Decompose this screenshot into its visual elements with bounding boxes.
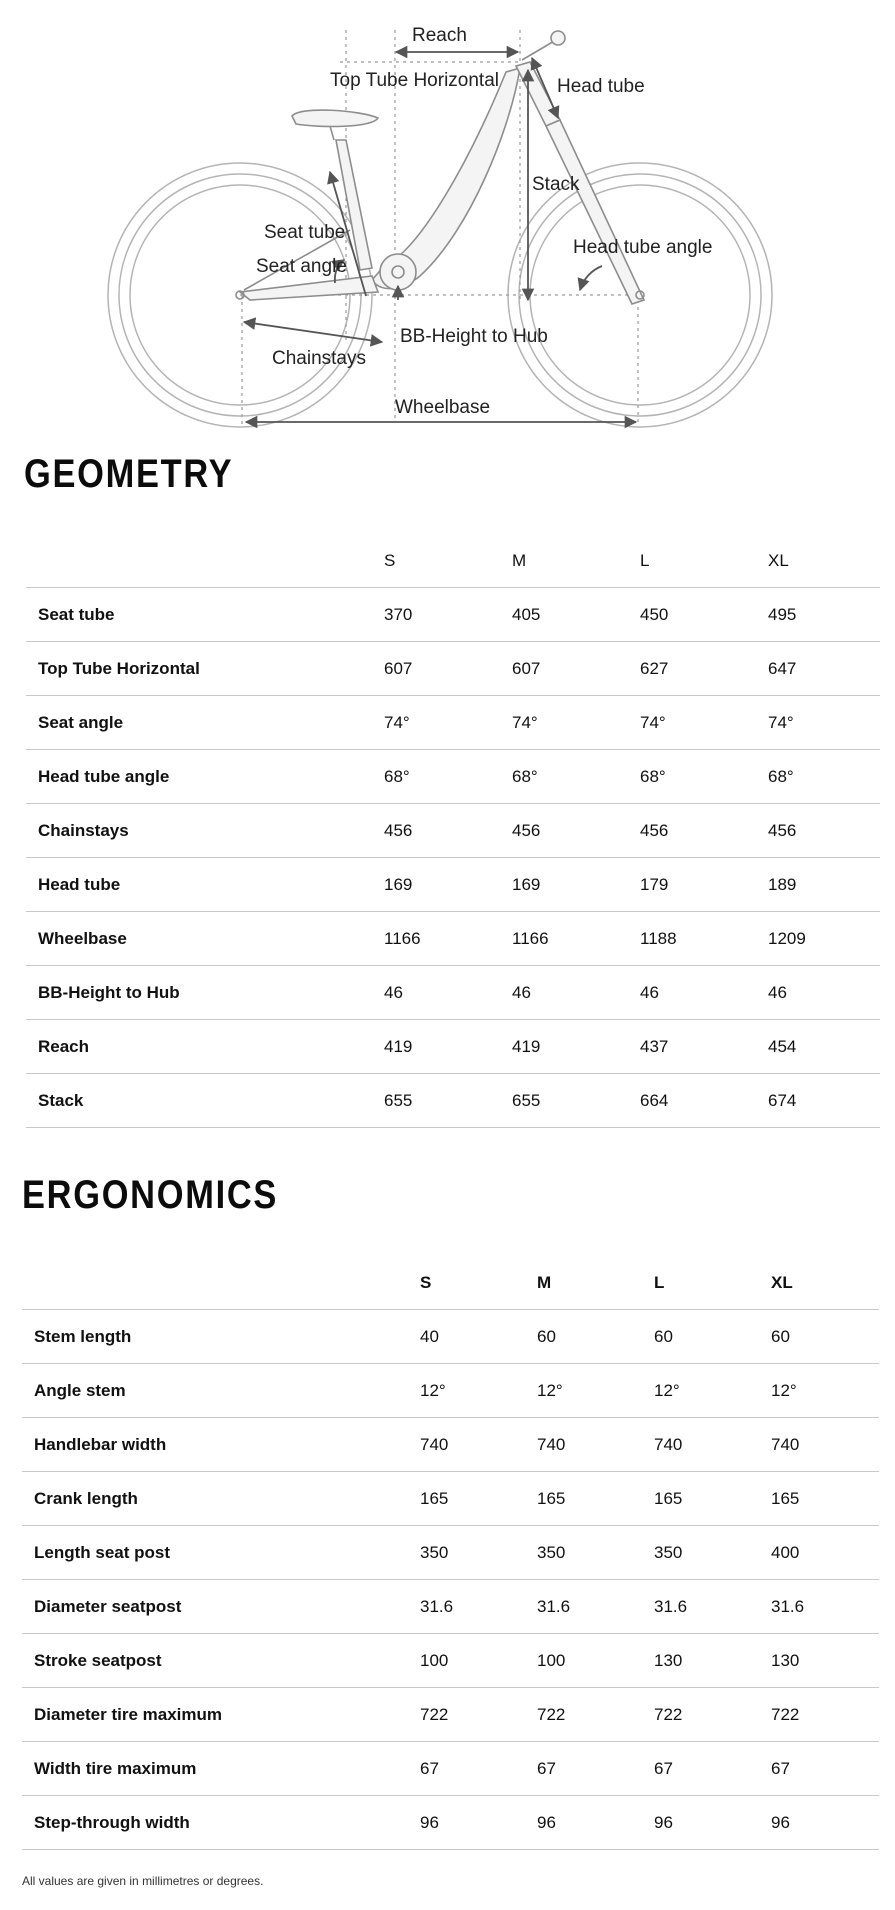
row-label: Wheelbase: [26, 912, 384, 966]
label-head-tube: Head tube: [557, 76, 645, 97]
cell-value: 169: [384, 858, 512, 912]
label-stack: Stack: [532, 174, 580, 195]
geometry-heading: GEOMETRY: [24, 452, 234, 496]
cell-value: 456: [768, 804, 880, 858]
table-row: [22, 1796, 879, 1850]
cell-value: 96: [771, 1796, 879, 1850]
size-column-header: M: [537, 1256, 654, 1310]
cell-value: 740: [537, 1418, 654, 1472]
row-label: Stack: [26, 1074, 384, 1128]
cell-value: 46: [640, 966, 768, 1020]
table-row: [22, 1526, 879, 1580]
size-column-header: XL: [771, 1256, 879, 1310]
bike-geometry-diagram: [0, 0, 895, 440]
cell-value: 437: [640, 1020, 768, 1074]
row-label: Chainstays: [26, 804, 384, 858]
cell-value: 31.6: [654, 1580, 771, 1634]
cell-value: 68°: [512, 750, 640, 804]
cell-value: 189: [768, 858, 880, 912]
cell-value: 674: [768, 1074, 880, 1128]
row-label: Head tube: [26, 858, 384, 912]
label-reach: Reach: [412, 25, 467, 46]
header-blank: [26, 534, 384, 588]
geometry-table-body: [26, 588, 880, 1128]
cell-value: 1209: [768, 912, 880, 966]
cell-value: 1166: [512, 912, 640, 966]
table-header-row: [26, 534, 880, 588]
cell-value: 419: [512, 1020, 640, 1074]
ergonomics-table-body: [22, 1310, 879, 1850]
table-row: [22, 1742, 879, 1796]
label-bb-height-to-hub: BB-Height to Hub: [400, 326, 548, 347]
cell-value: 46: [512, 966, 640, 1020]
label-seat-tube: Seat tube: [264, 222, 346, 243]
cell-value: 456: [384, 804, 512, 858]
cell-value: 67: [537, 1742, 654, 1796]
cell-value: 165: [537, 1472, 654, 1526]
cell-value: 68°: [768, 750, 880, 804]
row-label: Stem length: [22, 1310, 420, 1364]
row-label: Seat angle: [26, 696, 384, 750]
cell-value: 100: [420, 1634, 537, 1688]
cell-value: 12°: [654, 1364, 771, 1418]
cell-value: 664: [640, 1074, 768, 1128]
cell-value: 74°: [512, 696, 640, 750]
table-row: [22, 1310, 879, 1364]
geometry-table: [26, 534, 880, 1128]
row-label: Handlebar width: [22, 1418, 420, 1472]
table-row: [26, 750, 880, 804]
table-row: [26, 1020, 880, 1074]
label-seat-angle: Seat angle: [256, 256, 347, 277]
cell-value: 68°: [384, 750, 512, 804]
table-row: [26, 588, 880, 642]
cell-value: 722: [420, 1688, 537, 1742]
cell-value: 370: [384, 588, 512, 642]
size-column-header: M: [512, 534, 640, 588]
cell-value: 31.6: [537, 1580, 654, 1634]
cell-value: 647: [768, 642, 880, 696]
size-column-header: XL: [768, 534, 880, 588]
cell-value: 60: [771, 1310, 879, 1364]
row-label: Top Tube Horizontal: [26, 642, 384, 696]
table-row: [22, 1364, 879, 1418]
cell-value: 100: [537, 1634, 654, 1688]
row-label: Step-through width: [22, 1796, 420, 1850]
cell-value: 740: [654, 1418, 771, 1472]
cell-value: 495: [768, 588, 880, 642]
cell-value: 67: [420, 1742, 537, 1796]
cell-value: 96: [420, 1796, 537, 1850]
row-label: Stroke seatpost: [22, 1634, 420, 1688]
cell-value: 655: [512, 1074, 640, 1128]
table-row: [26, 912, 880, 966]
cell-value: 1166: [384, 912, 512, 966]
cell-value: 607: [512, 642, 640, 696]
row-label: Crank length: [22, 1472, 420, 1526]
cell-value: 740: [420, 1418, 537, 1472]
cell-value: 130: [771, 1634, 879, 1688]
cell-value: 12°: [420, 1364, 537, 1418]
size-column-header: L: [640, 534, 768, 588]
cell-value: 405: [512, 588, 640, 642]
row-label: Seat tube: [26, 588, 384, 642]
cell-value: 12°: [537, 1364, 654, 1418]
label-head-tube-angle: Head tube angle: [573, 237, 713, 258]
size-column-header: L: [654, 1256, 771, 1310]
cell-value: 165: [654, 1472, 771, 1526]
table-row: [22, 1418, 879, 1472]
table-row: [22, 1634, 879, 1688]
units-footnote: All values are given in millimetres or degrees.: [22, 1874, 264, 1888]
row-label: BB-Height to Hub: [26, 966, 384, 1020]
cell-value: 31.6: [771, 1580, 879, 1634]
cell-value: 46: [384, 966, 512, 1020]
cell-value: 74°: [384, 696, 512, 750]
size-column-header: S: [420, 1256, 537, 1310]
row-label: Width tire maximum: [22, 1742, 420, 1796]
table-header-row: [22, 1256, 879, 1310]
table-row: [26, 804, 880, 858]
table-row: [22, 1472, 879, 1526]
size-column-header: S: [384, 534, 512, 588]
table-row: [22, 1688, 879, 1742]
cell-value: 350: [654, 1526, 771, 1580]
cell-value: 67: [771, 1742, 879, 1796]
table-row: [26, 1074, 880, 1128]
cell-value: 165: [420, 1472, 537, 1526]
cell-value: 31.6: [420, 1580, 537, 1634]
cell-value: 60: [537, 1310, 654, 1364]
cell-value: 74°: [768, 696, 880, 750]
row-label: Angle stem: [22, 1364, 420, 1418]
cell-value: 450: [640, 588, 768, 642]
cell-value: 722: [771, 1688, 879, 1742]
cell-value: 96: [654, 1796, 771, 1850]
cell-value: 169: [512, 858, 640, 912]
cell-value: 1188: [640, 912, 768, 966]
cell-value: 722: [654, 1688, 771, 1742]
cell-value: 456: [640, 804, 768, 858]
table-row: [26, 696, 880, 750]
header-blank: [22, 1256, 420, 1310]
row-label: Diameter tire maximum: [22, 1688, 420, 1742]
row-label: Diameter seatpost: [22, 1580, 420, 1634]
cell-value: 60: [654, 1310, 771, 1364]
cell-value: 68°: [640, 750, 768, 804]
table-row: [26, 858, 880, 912]
table-row: [26, 642, 880, 696]
cell-value: 96: [537, 1796, 654, 1850]
cell-value: 456: [512, 804, 640, 858]
label-chainstays: Chainstays: [272, 348, 366, 369]
cell-value: 74°: [640, 696, 768, 750]
table-row: [22, 1580, 879, 1634]
cell-value: 627: [640, 642, 768, 696]
cell-value: 350: [420, 1526, 537, 1580]
ergonomics-table: [22, 1256, 879, 1850]
cell-value: 12°: [771, 1364, 879, 1418]
cell-value: 350: [537, 1526, 654, 1580]
table-row: [26, 966, 880, 1020]
cell-value: 454: [768, 1020, 880, 1074]
cell-value: 655: [384, 1074, 512, 1128]
cell-value: 607: [384, 642, 512, 696]
row-label: Head tube angle: [26, 750, 384, 804]
cell-value: 400: [771, 1526, 879, 1580]
cell-value: 40: [420, 1310, 537, 1364]
cell-value: 165: [771, 1472, 879, 1526]
label-wheelbase: Wheelbase: [395, 397, 491, 418]
cell-value: 722: [537, 1688, 654, 1742]
row-label: Reach: [26, 1020, 384, 1074]
cell-value: 46: [768, 966, 880, 1020]
cell-value: 130: [654, 1634, 771, 1688]
label-top-tube-horizontal: Top Tube Horizontal: [330, 70, 499, 91]
row-label: Length seat post: [22, 1526, 420, 1580]
cell-value: 419: [384, 1020, 512, 1074]
cell-value: 67: [654, 1742, 771, 1796]
ergonomics-heading: ERGONOMICS: [22, 1173, 279, 1217]
cell-value: 179: [640, 858, 768, 912]
cell-value: 740: [771, 1418, 879, 1472]
